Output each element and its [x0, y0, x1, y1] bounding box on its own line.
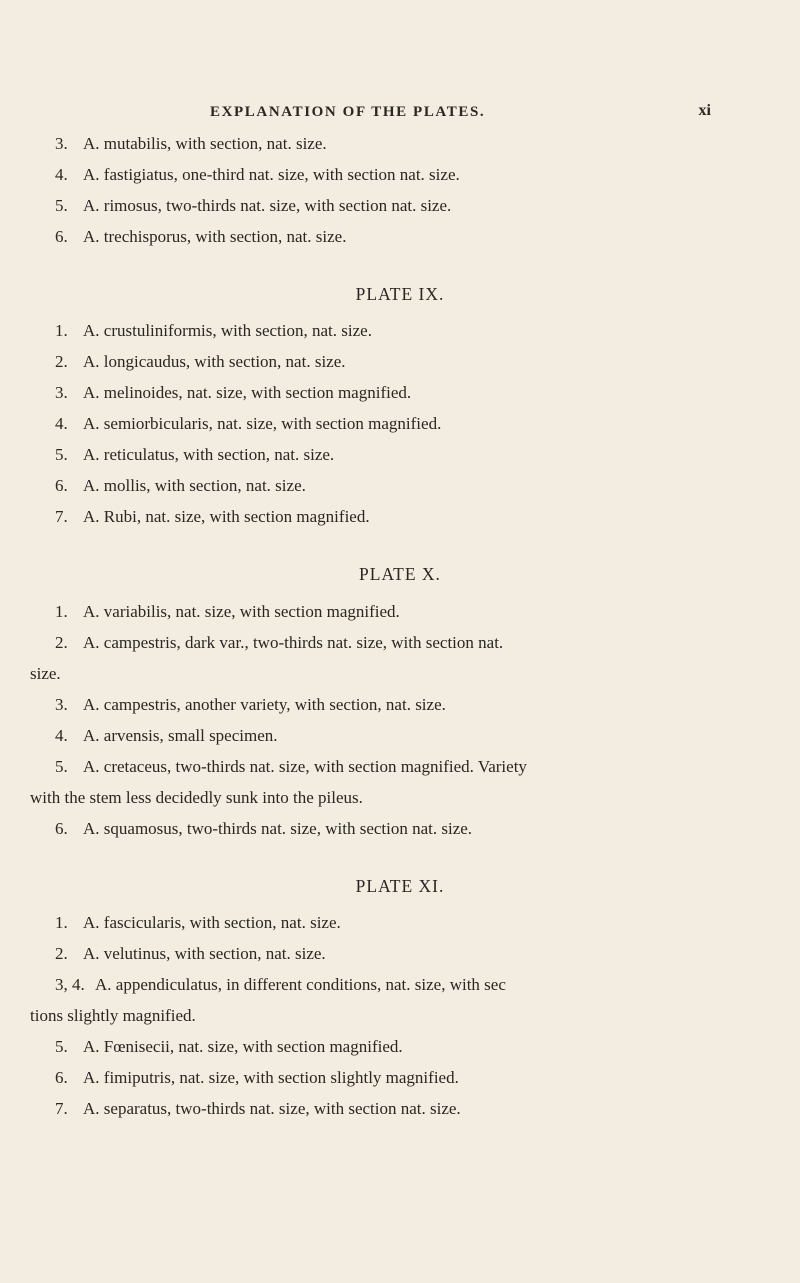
running-header	[0, 104, 800, 128]
plate-xi-heading: PLATE XI.	[355, 876, 445, 896]
list-item: 2. A. campestris, dark var., two-thirds nat. size, with section nat.	[55, 633, 504, 652]
list-item: 3. A. campestris, another variety, with section, nat. size.	[55, 695, 446, 714]
list-item: 3, 4. A. appendiculatus, in different conditions, nat. size, with sec	[55, 975, 506, 994]
list-item: 1. A. fascicularis, with section, nat. size.	[55, 913, 341, 932]
list-item-continuation: with the stem less decidedly sunk into the pileus.	[30, 788, 363, 807]
list-item: 1. A. crustuliniformis, with section, nat. size.	[55, 321, 372, 340]
list-item: 2. A. velutinus, with section, nat. size.	[55, 944, 326, 963]
list-item-continuation: size.	[30, 664, 61, 683]
list-item: 4. A. semiorbicularis, nat. size, with section magnified.	[55, 414, 442, 433]
list-item: 6. A. mollis, with section, nat. size.	[55, 476, 306, 495]
list-item: 4. A. arvensis, small specimen.	[55, 726, 278, 745]
list-item: 1. A. variabilis, nat. size, with section magnified.	[55, 602, 400, 621]
list-item: 4. A. fastigiatus, one-third nat. size, with section nat. size.	[55, 165, 460, 184]
page-number: xi	[698, 102, 711, 119]
list-item: 5. A. rimosus, two-thirds nat. size, with section nat. size.	[55, 196, 452, 215]
list-item: 6. A. trechisporus, with section, nat. size.	[55, 227, 347, 246]
list-item: 5. A. Fœniseсii, nat. size, with section magnified.	[55, 1037, 403, 1056]
list-item: 7. A. Rubi, nat. size, with section magnified.	[55, 507, 370, 526]
list-item: 5. A. cretaceus, two-thirds nat. size, with section magnified. Variety	[55, 757, 527, 776]
plate-x-heading: PLATE X.	[359, 564, 441, 584]
list-item: 2. A. longicaudus, with section, nat. size.	[55, 352, 346, 371]
list-item: 3. A. melinoides, nat. size, with section magnified.	[55, 383, 412, 402]
list-item-continuation: tions slightly magnified.	[30, 1006, 196, 1025]
list-item: 7. A. separatus, two-thirds nat. size, with section nat. size.	[55, 1099, 461, 1118]
list-item: 5. A. reticulatus, with section, nat. size.	[55, 445, 335, 464]
list-item: 6. A. fimiputris, nat. size, with section slightly magnified.	[55, 1068, 459, 1087]
list-item: 6. A. squamosus, two-thirds nat. size, with section nat. size.	[55, 819, 473, 838]
running-title: EXPLANATION OF THE PLATES.	[210, 104, 486, 120]
list-item: 3. A. mutabilis, with section, nat. size.	[55, 134, 327, 153]
plate-ix-heading: PLATE IX.	[355, 284, 445, 304]
